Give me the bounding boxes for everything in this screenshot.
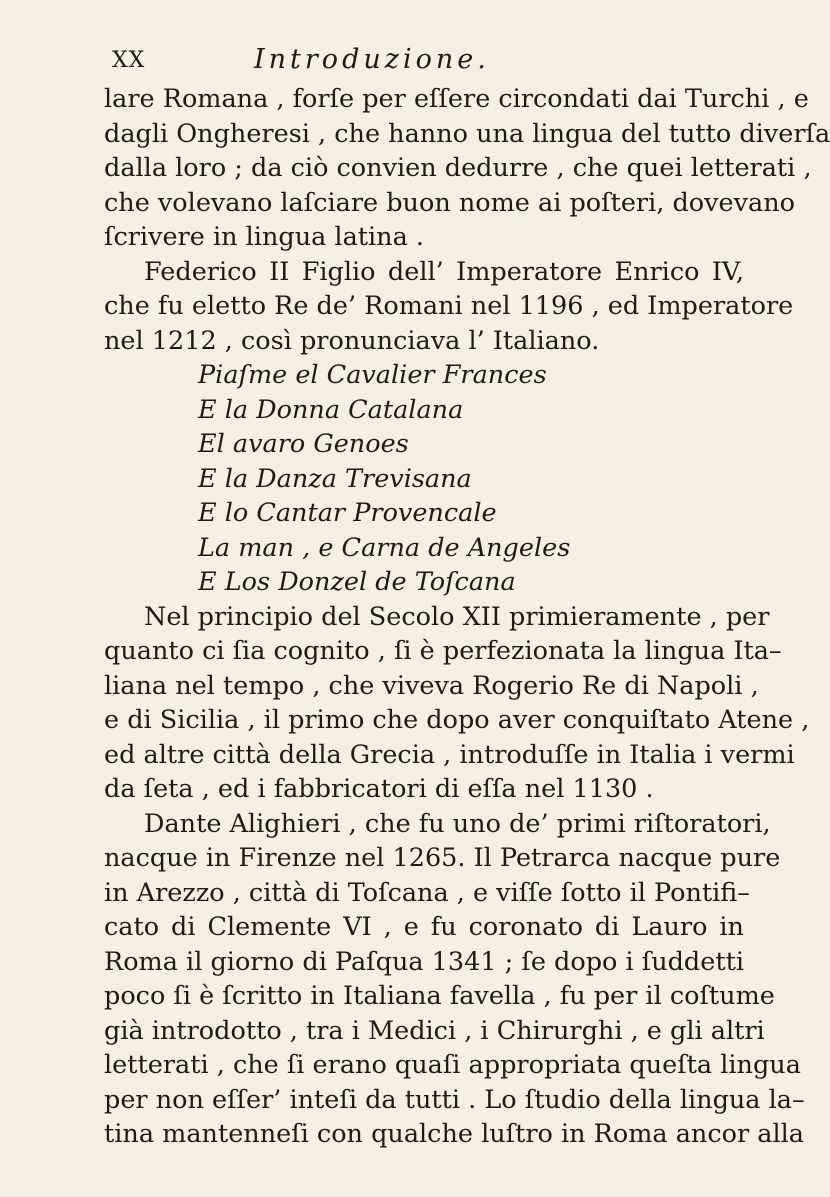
text-line: quanto ci ſia cognito , ſi è perfezionata la lingua Ita– [104, 636, 782, 666]
text-line: che volevano laſciare buon nome ai poſteri, dovevano [104, 187, 796, 218]
text-line: letterati , che ſi erano quaſi appropriata queſta lingua [104, 1050, 801, 1080]
text-line: Roma il giorno di Paſqua 1341 ; ſe dopo i ſuddetti [104, 946, 744, 977]
text-line: ſcrivere in lingua latina . [104, 222, 425, 252]
text-line: liana nel tempo , che viveva Rogerio Re di Napoli , [104, 670, 759, 701]
verse-line: E lo Cantar Provencale [198, 498, 497, 528]
text-line: che fu eletto Re de’ Romani nel 1196 , ed Imperatore [104, 291, 794, 321]
text-line: dalla loro ; da ciò convien dedurre , che quei letterati , [104, 153, 812, 183]
verse-line: E la Donna Catalana [198, 394, 464, 425]
verse-line: E la Danza Trevisana [198, 463, 472, 494]
verse-line: El avaro Genoes [198, 429, 409, 459]
text-line: Dante Alighieri , che fu uno de’ primi riſtoratori, [144, 808, 771, 839]
text-line: lare Romana , forſe per eſſere circondati dai Turchi , e [104, 84, 809, 114]
text-line: nacque in Firenze nel 1265. Il Petrarca nacque pure [104, 843, 781, 873]
text-line: e di Sicilia , il primo che dopo aver conquiſtato Atene , [104, 705, 810, 735]
text-line: già introdotto , tra i Medici , i Chirurghi , e gli altri [104, 1015, 765, 1046]
text-line: nel 1212 , così pronunciava l’ Italiano. [104, 325, 600, 356]
text-line: per non eſſer’ inteſi da tutti . Lo ſtudio della lingua la– [104, 1084, 805, 1115]
text-line: tina mantenneſi con qualche luſtro in Roma ancor alla [104, 1119, 804, 1149]
verse-line: La man , e Carna de Angeles [198, 532, 571, 563]
text-line: ed altre città della Grecia , introduſſe in Italia i vermi [104, 739, 795, 770]
verse-line: Piaſme el Cavalier Frances [198, 360, 547, 390]
running-header [112, 44, 740, 84]
text-line: Federico II Figlio dell’ Imperatore Enrico IV, [144, 256, 744, 287]
text-line: dagli Ongheresi , che hanno una lingua del tutto diverſa [104, 118, 830, 149]
text-line: in Arezzo , città di Toſcana , e viſſe ſotto il Pontifi– [104, 877, 751, 908]
verse-line: E Los Donzel de Toſcana [198, 567, 516, 597]
text-line: cato di Clemente VI , e fu coronato di Lauro in [104, 912, 744, 942]
body-text [104, 82, 830, 1152]
text-line: poco ſi è ſcritto in Italiana favella , fu per il coſtume [104, 981, 775, 1011]
running-title: Introduzione. [254, 44, 490, 75]
page-number: XX [112, 48, 146, 73]
text-line: Nel principio del Secolo XII primieramente , per [144, 601, 770, 632]
text-line: da ſeta , ed i fabbricatori di eſſa nel 1130 . [104, 774, 654, 804]
